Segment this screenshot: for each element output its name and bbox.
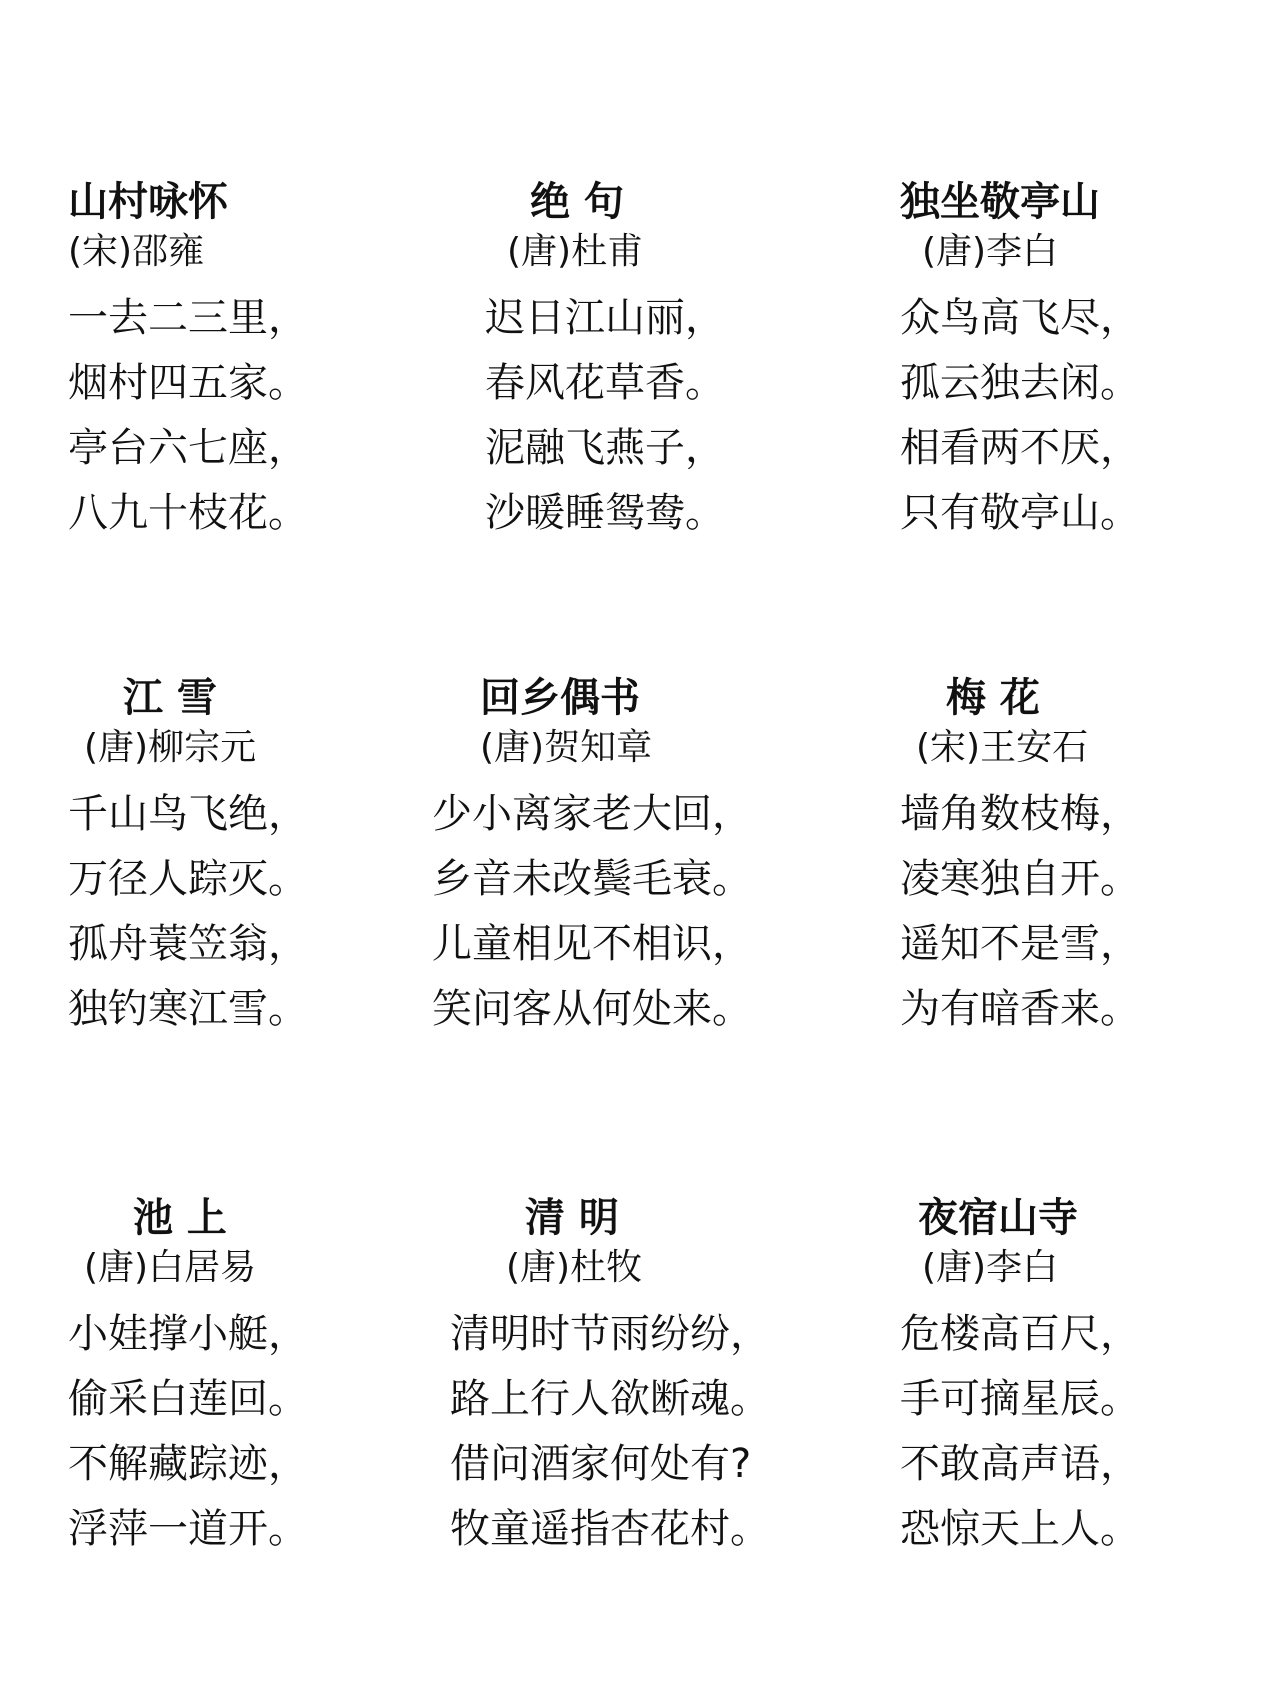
- poem-line: 少小离家老大回，: [432, 791, 752, 837]
- poem-line: 孤舟蓑笠翁，: [68, 921, 308, 967]
- poem-title: 夜宿山寺: [918, 1195, 1078, 1241]
- poem-line: 众鸟高飞尽，: [900, 295, 1140, 341]
- poem-line: 笑问客从何处来。: [432, 986, 752, 1032]
- poem-line: 亭台六七座，: [68, 425, 308, 471]
- poem-author: (唐)白居易: [84, 1247, 257, 1288]
- poem-line: 孤云独去闲。: [900, 360, 1140, 406]
- poem-author: (宋)王安石: [916, 727, 1089, 768]
- poem-title: 回乡偶书: [480, 675, 640, 721]
- poem-line: 八九十枝花。: [68, 490, 308, 536]
- poem-line: 儿童相见不相识，: [432, 921, 752, 967]
- poem-line: 借问酒家何处有?: [450, 1441, 752, 1487]
- poem-lines: [68, 286, 308, 546]
- poem-line: 清明时节雨纷纷，: [450, 1311, 770, 1357]
- poem-title: 独坐敬亭山: [900, 179, 1100, 225]
- poem-lines: [68, 1302, 308, 1562]
- poem-line: 沙暖睡鸳鸯。: [485, 490, 725, 536]
- poem-title: 清 明: [525, 1195, 619, 1241]
- poem-line: 独钓寒江雪。: [68, 986, 308, 1032]
- poem-line: 春风花草香。: [485, 360, 725, 406]
- poem-line: 乡音未改鬓毛衰。: [432, 856, 752, 902]
- poem-line: 烟村四五家。: [68, 360, 308, 406]
- poem-line: 恐惊天上人。: [900, 1506, 1140, 1552]
- poem-title: 山村咏怀: [68, 179, 228, 225]
- poem-lines: [432, 782, 752, 1042]
- poem-title: 池 上: [133, 1195, 227, 1241]
- poem-line: 只有敬亭山。: [900, 490, 1140, 536]
- poem-line: 偷采白莲回。: [68, 1376, 308, 1422]
- poem-lines: [900, 782, 1140, 1042]
- poem-title: 梅 花: [946, 675, 1040, 721]
- poem-line: 牧童遥指杏花村。: [450, 1506, 770, 1552]
- poem-title: 绝 句: [530, 179, 624, 225]
- poem-line: 遥知不是雪，: [900, 921, 1140, 967]
- poem-line: 浮萍一道开。: [68, 1506, 308, 1552]
- poem-author: (唐)杜牧: [506, 1247, 643, 1288]
- poem-lines: [485, 286, 725, 546]
- poem-line: 迟日江山丽，: [485, 295, 725, 341]
- poem-line: 为有暗香来。: [900, 986, 1140, 1032]
- poem-author: (宋)邵雍: [68, 231, 205, 272]
- poem-line: 万径人踪灭。: [68, 856, 308, 902]
- poem-line: 千山鸟飞绝，: [68, 791, 308, 837]
- poem-line: 手可摘星辰。: [900, 1376, 1140, 1422]
- poem-author: (唐)李白: [922, 231, 1059, 272]
- poem-line: 一去二三里，: [68, 295, 308, 341]
- poem-title: 江 雪: [123, 675, 217, 721]
- poem-author: (唐)柳宗元: [84, 727, 257, 768]
- poem-lines: [450, 1302, 770, 1562]
- poem-line: 相看两不厌，: [900, 425, 1140, 471]
- poem-line: 路上行人欲断魂。: [450, 1376, 770, 1422]
- poem-lines: [68, 782, 308, 1042]
- poem-line: 凌寒独自开。: [900, 856, 1140, 902]
- poem-author: (唐)李白: [922, 1247, 1059, 1288]
- poem-author: (唐)杜甫: [507, 231, 644, 272]
- poem-line: 危楼高百尺，: [900, 1311, 1140, 1357]
- poem-line: 小娃撑小艇，: [68, 1311, 308, 1357]
- poem-line: 泥融飞燕子，: [485, 425, 725, 471]
- poem-lines: [900, 286, 1140, 546]
- poem-line: 不解藏踪迹，: [68, 1441, 308, 1487]
- poem-author: (唐)贺知章: [480, 727, 653, 768]
- poem-line: 墙角数枝梅，: [900, 791, 1140, 837]
- poem-line: 不敢高声语，: [900, 1441, 1140, 1487]
- poem-lines: [900, 1302, 1140, 1562]
